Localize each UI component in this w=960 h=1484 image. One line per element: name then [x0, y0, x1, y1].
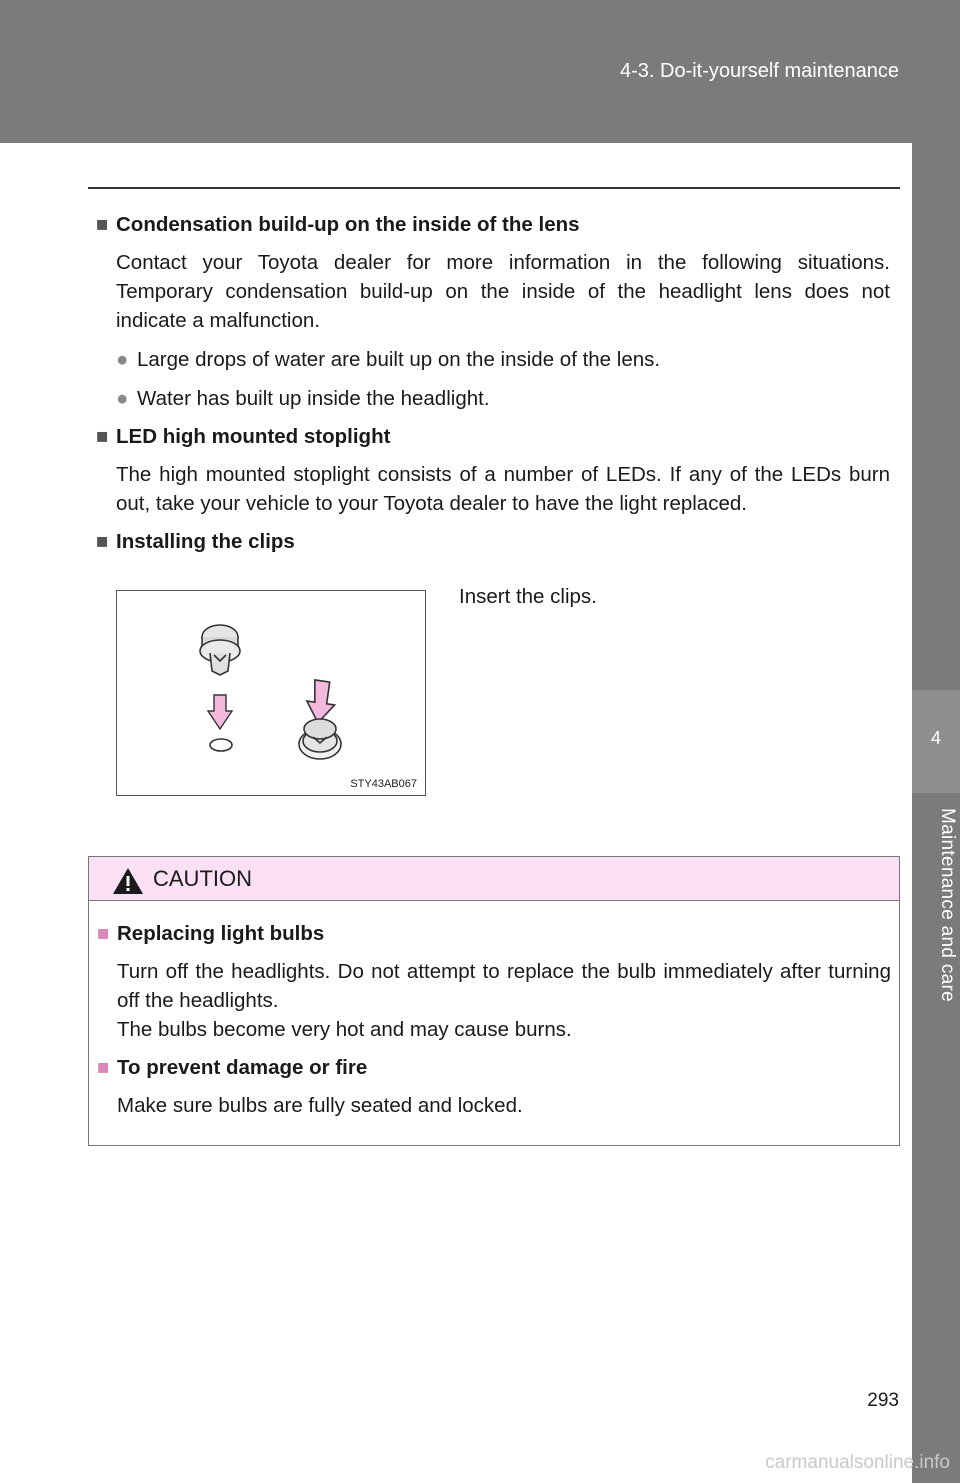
caution-body: [97, 919, 891, 1120]
chapter-label: Maintenance and care: [937, 808, 958, 1003]
caution-item-body: Make sure bulbs are fully seated and locked.: [117, 1094, 523, 1117]
section-title: 4-3. Do-it-yourself maintenance: [619, 60, 899, 82]
caution-item-body: Turn off the headlights. Do not attempt to replace the bulb immediately after turning off the headlights. The bulbs become very hot and may cause burns.: [117, 960, 891, 1041]
installed-clip-icon: [299, 719, 341, 759]
condensation-body: Contact your Toyota dealer for more information in the following situations. Temporary condensation build-up on the inside of the headlight lens does not indicate a malfunction.: [116, 251, 890, 332]
list-item: ● Large drops of water are built up on the inside of the lens.: [96, 345, 890, 374]
main-content: [96, 210, 890, 556]
list-item: ● Water has built up inside the headlight.: [96, 384, 890, 413]
square-bullet-icon: ■: [97, 922, 110, 945]
figure-code: STY43AB067: [350, 778, 417, 790]
square-bullet-icon: ■: [96, 425, 109, 448]
header-divider: [88, 187, 900, 189]
circle-bullet-icon: ●: [116, 348, 129, 371]
clip-installation-figure: [116, 590, 426, 796]
clip-icon: [200, 625, 240, 675]
caution-box: [88, 856, 900, 1146]
clip-illustration: [117, 591, 425, 795]
clips-heading: ■ Installing the clips: [96, 527, 890, 556]
stoplight-heading: ■ LED high mounted stoplight: [96, 422, 890, 451]
down-arrow-icon: [304, 679, 338, 724]
circle-bullet-icon: ●: [116, 387, 129, 410]
chapter-number-tab[interactable]: 4: [912, 690, 960, 793]
square-bullet-icon: ■: [96, 213, 109, 236]
caution-title: CAUTION: [153, 866, 252, 891]
square-bullet-icon: ■: [97, 1056, 110, 1079]
figure-caption: Insert the clips.: [459, 585, 597, 608]
caution-item-heading: ■ To prevent damage or fire: [97, 1053, 891, 1082]
page-number: 293: [867, 1390, 899, 1411]
square-bullet-icon: ■: [96, 530, 109, 553]
caution-item-heading: ■ Replacing light bulbs: [97, 919, 891, 948]
watermark: carmanualsonline.info: [765, 1452, 950, 1473]
page-header: [0, 0, 960, 143]
warning-icon: [111, 866, 145, 896]
mounting-hole: [210, 739, 232, 751]
down-arrow-icon: [208, 695, 232, 729]
caution-header: [89, 857, 899, 901]
stoplight-body: The high mounted stoplight consists of a number of LEDs. If any of the LEDs burn out, take your vehicle to your Toyota dealer to have the light replaced.: [116, 463, 890, 515]
condensation-heading: ■ Condensation build-up on the inside of the lens: [96, 210, 890, 239]
